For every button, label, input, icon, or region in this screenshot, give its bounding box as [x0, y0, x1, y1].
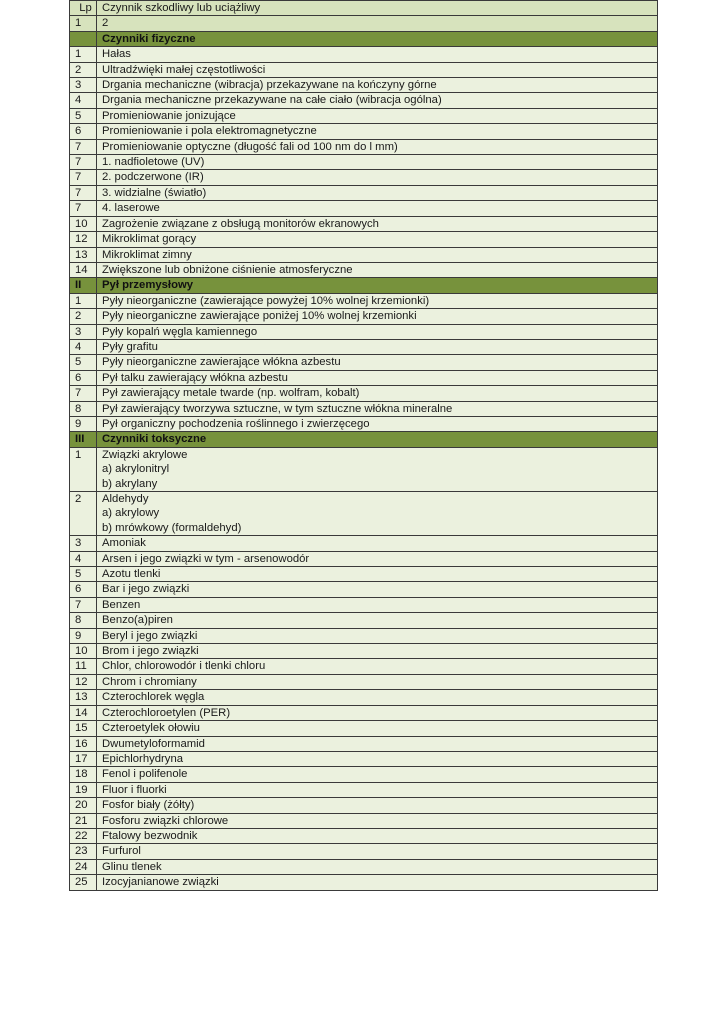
table-header-row — [70, 1, 658, 16]
row-factor: Azotu tlenki — [97, 567, 658, 582]
row-lp: 3 — [70, 324, 97, 339]
table-row — [70, 813, 658, 828]
table-row — [70, 705, 658, 720]
row-lp: 18 — [70, 767, 97, 782]
row-lp: 2 — [70, 62, 97, 77]
row-lp: 4 — [70, 551, 97, 566]
row-factor: Dwumetyloformamid — [97, 736, 658, 751]
table-row — [70, 401, 658, 416]
row-factor: Pył talku zawierający włókna azbestu — [97, 370, 658, 385]
row-lp: 6 — [70, 370, 97, 385]
row-lp — [70, 31, 97, 46]
row-factor: Hałas — [97, 47, 658, 62]
row-factor: 3. widzialne (światło) — [97, 185, 658, 200]
row-factor: Brom i jego związki — [97, 644, 658, 659]
table-row — [70, 216, 658, 231]
table-row — [70, 93, 658, 108]
section-row — [70, 278, 658, 293]
colnum-lp: 1 — [70, 16, 97, 31]
row-lp: 12 — [70, 232, 97, 247]
row-factor: 2. podczerwone (IR) — [97, 170, 658, 185]
table-row — [70, 751, 658, 766]
row-lp: 5 — [70, 108, 97, 123]
table-row — [70, 324, 658, 339]
row-lp: 21 — [70, 813, 97, 828]
table-row — [70, 875, 658, 890]
row-factor: Fluor i fluorki — [97, 782, 658, 797]
table-row — [70, 859, 658, 874]
row-factor: Benzen — [97, 597, 658, 612]
row-lp: 2 — [70, 309, 97, 324]
table-row — [70, 447, 658, 491]
row-lp: 12 — [70, 674, 97, 689]
table-row — [70, 124, 658, 139]
table-row — [70, 659, 658, 674]
section-title: Czynniki toksyczne — [97, 432, 658, 447]
row-factor: Drgania mechaniczne przekazywane na całe ciało (wibracja ogólna) — [97, 93, 658, 108]
row-factor: Czteroetylek ołowiu — [97, 721, 658, 736]
hazard-factors-table — [69, 0, 658, 891]
row-lp: 8 — [70, 401, 97, 416]
row-lp: 1 — [70, 293, 97, 308]
table-row — [70, 613, 658, 628]
row-factor: Fosforu związki chlorowe — [97, 813, 658, 828]
row-factor: Arsen i jego związki w tym - arsenowodór — [97, 551, 658, 566]
table-row — [70, 339, 658, 354]
row-lp: 10 — [70, 644, 97, 659]
table-row — [70, 185, 658, 200]
header-factor: Czynnik szkodliwy lub uciążliwy — [97, 1, 658, 16]
row-factor: Pyły nieorganiczne zawierające poniżej 10% wolnej krzemionki — [97, 309, 658, 324]
row-lp: 17 — [70, 751, 97, 766]
table-row — [70, 155, 658, 170]
row-lp: 8 — [70, 613, 97, 628]
row-factor: Chlor, chlorowodór i tlenki chloru — [97, 659, 658, 674]
row-lp: 24 — [70, 859, 97, 874]
factor-line: b) akrylany — [102, 477, 158, 490]
row-lp: 22 — [70, 828, 97, 843]
row-factor: Chrom i chromiany — [97, 674, 658, 689]
row-factor: Czterochlorek węgla — [97, 690, 658, 705]
factor-line: a) akrylowy — [102, 507, 160, 520]
row-lp: 3 — [70, 536, 97, 551]
row-lp: 1 — [70, 47, 97, 62]
row-factor: Fosfor biały (żółty) — [97, 798, 658, 813]
row-factor: Pył zawierający tworzywa sztuczne, w tym sztuczne włókna mineralne — [97, 401, 658, 416]
row-factor: Pył organiczny pochodzenia roślinnego i zwierzęcego — [97, 416, 658, 431]
row-factor: Furfurol — [97, 844, 658, 859]
row-lp: 4 — [70, 93, 97, 108]
row-factor: Promieniowanie jonizujące — [97, 108, 658, 123]
row-lp: 16 — [70, 736, 97, 751]
row-factor: Fenol i polifenole — [97, 767, 658, 782]
colnum-factor: 2 — [97, 16, 658, 31]
row-factor — [97, 447, 658, 491]
table-row — [70, 597, 658, 612]
table-row — [70, 62, 658, 77]
row-factor: Mikroklimat gorący — [97, 232, 658, 247]
table-row — [70, 551, 658, 566]
table-row — [70, 78, 658, 93]
table-row — [70, 844, 658, 859]
row-factor: Pyły nieorganiczne (zawierające powyżej 10% wolnej krzemionki) — [97, 293, 658, 308]
row-lp: 20 — [70, 798, 97, 813]
row-lp: 15 — [70, 721, 97, 736]
table-row — [70, 416, 658, 431]
row-lp: 7 — [70, 201, 97, 216]
header-lp: Lp — [70, 1, 97, 16]
section-title: Pył przemysłowy — [97, 278, 658, 293]
table-row — [70, 108, 658, 123]
table-row — [70, 232, 658, 247]
table-row — [70, 798, 658, 813]
table-row — [70, 567, 658, 582]
row-lp: 7 — [70, 597, 97, 612]
row-factor: Izocyjanianowe związki — [97, 875, 658, 890]
table-body — [70, 1, 658, 891]
section-title: Czynniki fizyczne — [97, 31, 658, 46]
row-lp: 7 — [70, 170, 97, 185]
column-number-row — [70, 16, 658, 31]
table-row — [70, 139, 658, 154]
table-row — [70, 247, 658, 262]
table-row — [70, 355, 658, 370]
row-factor: Pyły kopalń węgla kamiennego — [97, 324, 658, 339]
row-lp: 19 — [70, 782, 97, 797]
row-factor: Benzo(a)piren — [97, 613, 658, 628]
table-row — [70, 721, 658, 736]
section-row — [70, 432, 658, 447]
row-factor: Epichlorhydryna — [97, 751, 658, 766]
factor-line: b) mrówkowy (formaldehyd) — [102, 521, 242, 534]
table-row — [70, 309, 658, 324]
row-lp: 10 — [70, 216, 97, 231]
row-factor: Pyły nieorganiczne zawierające włókna azbestu — [97, 355, 658, 370]
row-factor: Zagrożenie związane z obsługą monitorów ekranowych — [97, 216, 658, 231]
section-row — [70, 31, 658, 46]
row-lp: 5 — [70, 567, 97, 582]
row-lp: 25 — [70, 875, 97, 890]
row-lp: 6 — [70, 582, 97, 597]
row-lp: III — [70, 432, 97, 447]
table-row — [70, 536, 658, 551]
row-lp: II — [70, 278, 97, 293]
row-factor: Zwiększone lub obniżone ciśnienie atmosferyczne — [97, 262, 658, 277]
row-factor: 1. nadfioletowe (UV) — [97, 155, 658, 170]
factor-line: Aldehydy — [102, 493, 149, 505]
row-lp: 7 — [70, 139, 97, 154]
row-factor: Promieniowanie optyczne (długość fali od 100 nm do l mm) — [97, 139, 658, 154]
row-lp: 1 — [70, 447, 97, 491]
row-lp: 23 — [70, 844, 97, 859]
table-row — [70, 370, 658, 385]
table-row — [70, 293, 658, 308]
row-lp: 7 — [70, 185, 97, 200]
table-row — [70, 628, 658, 643]
row-lp: 4 — [70, 339, 97, 354]
row-factor: Ftalowy bezwodnik — [97, 828, 658, 843]
row-factor: Drgania mechaniczne (wibracja) przekazywane na kończyny górne — [97, 78, 658, 93]
factor-line: Związki akrylowe — [102, 448, 188, 461]
table-row — [70, 736, 658, 751]
table-row — [70, 644, 658, 659]
row-factor: Ultradźwięki małej częstotliwości — [97, 62, 658, 77]
row-factor: Czterochloroetylen (PER) — [97, 705, 658, 720]
factor-line: a) akrylonitryl — [102, 463, 170, 476]
table-row — [70, 262, 658, 277]
row-lp: 11 — [70, 659, 97, 674]
row-factor: Amoniak — [97, 536, 658, 551]
row-lp: 5 — [70, 355, 97, 370]
row-factor: Beryl i jego związki — [97, 628, 658, 643]
row-factor: Promieniowanie i pola elektromagnetyczne — [97, 124, 658, 139]
row-lp: 6 — [70, 124, 97, 139]
table-row — [70, 47, 658, 62]
row-lp: 7 — [70, 155, 97, 170]
table-row — [70, 767, 658, 782]
table-row — [70, 170, 658, 185]
row-factor: Glinu tlenek — [97, 859, 658, 874]
table-row — [70, 690, 658, 705]
row-lp: 9 — [70, 628, 97, 643]
row-lp: 13 — [70, 690, 97, 705]
table-row — [70, 582, 658, 597]
table-row — [70, 674, 658, 689]
row-lp: 9 — [70, 416, 97, 431]
row-factor: Bar i jego związki — [97, 582, 658, 597]
table-row — [70, 201, 658, 216]
row-lp: 14 — [70, 262, 97, 277]
row-factor: Pył zawierający metale twarde (np. wolfram, kobalt) — [97, 386, 658, 401]
table-row — [70, 386, 658, 401]
row-lp: 14 — [70, 705, 97, 720]
row-lp: 3 — [70, 78, 97, 93]
table-row — [70, 782, 658, 797]
row-lp: 13 — [70, 247, 97, 262]
row-lp: 2 — [70, 492, 97, 536]
row-factor — [97, 492, 658, 536]
row-factor: Pyły grafitu — [97, 339, 658, 354]
table-row — [70, 828, 658, 843]
row-lp: 7 — [70, 386, 97, 401]
row-factor: Mikroklimat zimny — [97, 247, 658, 262]
row-factor: 4. laserowe — [97, 201, 658, 216]
table-row — [70, 492, 658, 536]
